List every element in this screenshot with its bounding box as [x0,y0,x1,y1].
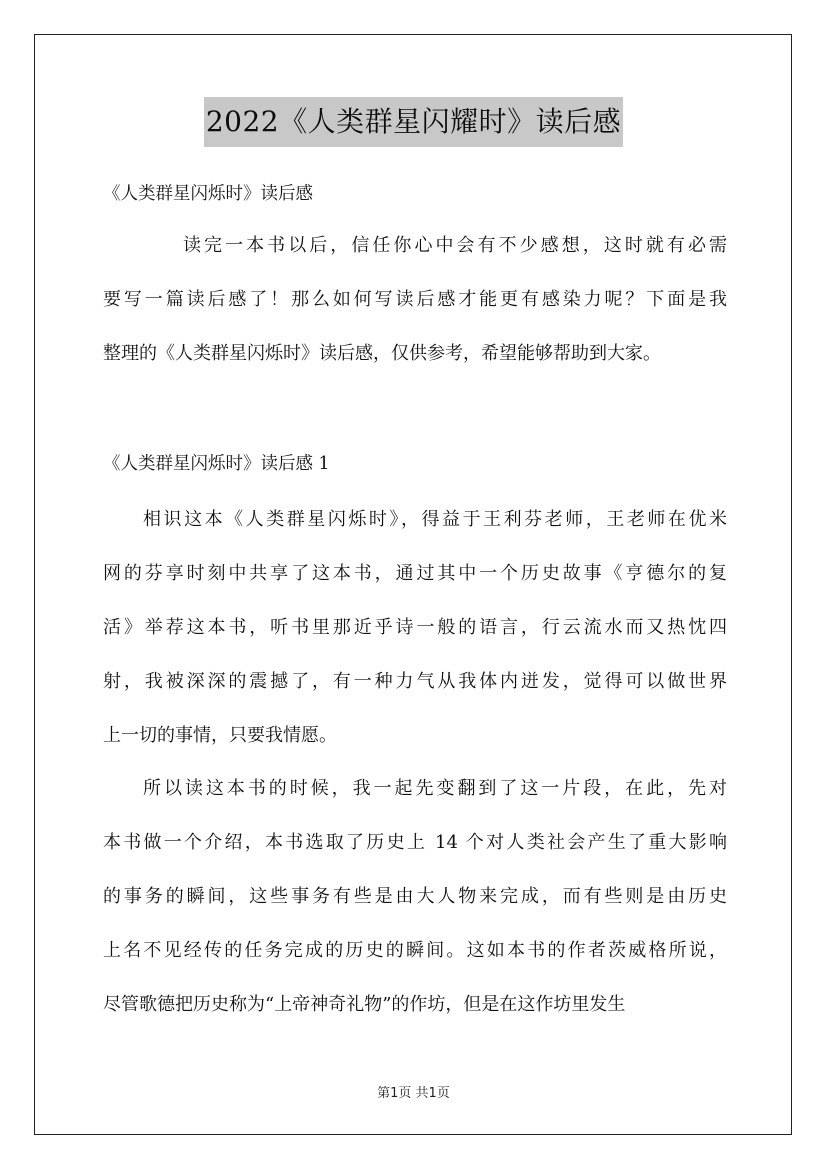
intro-line: 读完一本书以后，信任你心中会有不少感想，这时就有必需 [183,235,727,256]
paragraph-line: 活》举荐这本书，听书里那近乎诗一般的语言，行云流水而又热忱四 [103,617,727,638]
intro-line: 要写一篇读后感了！那么如何写读后感才能更有感染力呢？下面是我 [103,289,727,310]
paragraph-line: 尽管歌德把历史称为“上帝神奇礼物”的作坊，但是在这作坊里发生 [103,994,626,1015]
paragraph-line: 所以读这本书的时候，我一起先变翻到了这一片段，在此，先对 [143,778,727,799]
paragraph-line: 射，我被深深的震撼了，有一种力气从我体内迸发，觉得可以做世界 [103,671,727,692]
document-title: 2022《人类群星闪耀时》读后感 [204,97,623,147]
body-paragraph-2 [103,762,727,1032]
document-subtitle: 《人类群星闪烁时》读后感 [103,184,313,204]
page-footer: 第1页 共1页 [377,1086,450,1101]
section-heading: 《人类群星闪烁时》读后感 1 [103,454,330,474]
paragraph-line: 上一切的事情，只要我情愿。 [103,725,337,746]
paragraph-line: 本书做一个介绍，本书选取了历史上 14 个对人类社会产生了重大影响 [103,832,727,853]
paragraph-line: 的事务的瞬间，这些事务有些是由大人物来完成，而有些则是由历史 [103,886,727,907]
intro-paragraph [103,219,727,381]
paragraph-line: 网的芬享时刻中共享了这本书，通过其中一个历史故事《亨德尔的复 [103,563,727,584]
body-paragraph-1 [103,493,727,763]
paragraph-line: 相识这本《人类群星闪烁时》，得益于王利芬老师，王老师在优米 [143,509,727,530]
intro-line: 整理的《人类群星闪烁时》读后感，仅供参考，希望能够帮助到大家。 [103,343,661,364]
document-title-wrap [0,97,827,147]
paragraph-line: 上名不见经传的任务完成的历史的瞬间。这如本书的作者茨威格所说， [103,940,727,961]
